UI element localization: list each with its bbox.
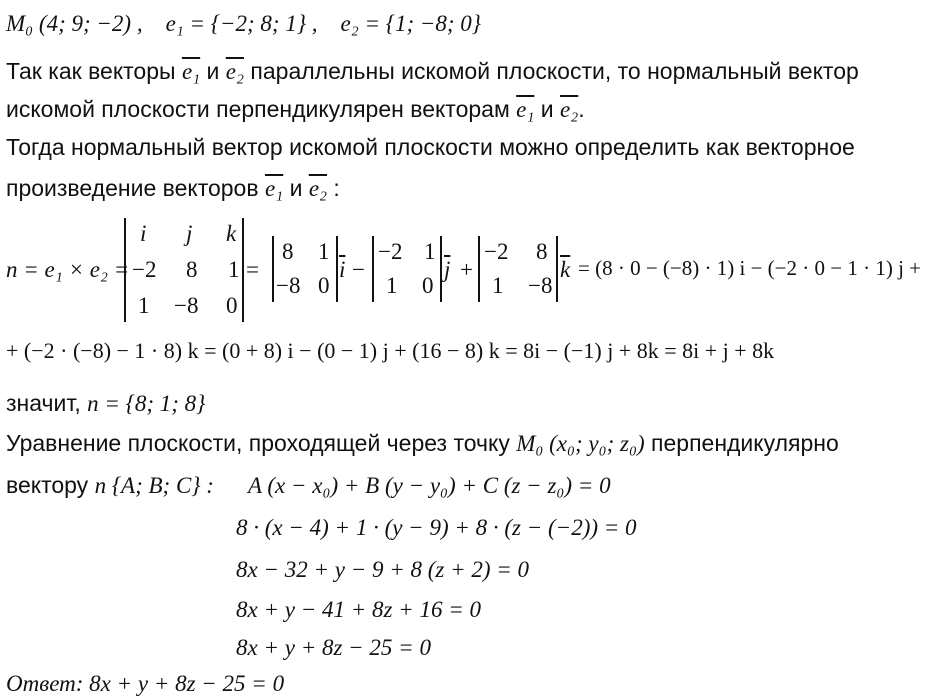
point-m0: M₀ (4; 9; −2) , bbox=[6, 11, 143, 36]
plane-text-line-1 bbox=[6, 432, 839, 455]
symbol-e2: e₂ bbox=[225, 59, 245, 84]
equation-step-1: 8 · (x − 4) + 1 · (y − 9) + 8 · (z − (−2)) = 0 bbox=[236, 515, 637, 540]
det-cell: −8 bbox=[276, 273, 301, 298]
det-cell: 0 bbox=[318, 273, 330, 298]
cross-lhs: n = e₁ × e₂ = bbox=[6, 257, 130, 282]
det-cell: 8 bbox=[282, 239, 294, 264]
text-fragment: и bbox=[540, 96, 554, 122]
det-cell: −2 bbox=[132, 257, 157, 282]
symbol-e1: e₁ bbox=[181, 59, 201, 84]
det-cell: j bbox=[186, 221, 193, 246]
det-cell: 1 bbox=[492, 273, 504, 298]
text-fragment: параллельны искомой плоскости, то нормальный вектор bbox=[250, 58, 859, 84]
symbol-e1: e₁ bbox=[264, 176, 284, 201]
unit-k: $\overline{k}$ bbox=[560, 257, 571, 282]
vector-e1: e₁ = {−2; 8; 1} , bbox=[165, 11, 318, 36]
cross-expansion-1: = (8 · 0 − (−8) · 1) i − (−2 · 0 − 1 · 1) j + bbox=[578, 256, 922, 280]
equation-general: A (x − x₀) + B (y − y₀) + C (z − z₀) = 0 bbox=[248, 473, 611, 498]
answer-line bbox=[6, 672, 284, 695]
equation-step-2: 8x − 32 + y − 9 + 8 (z + 2) = 0 bbox=[236, 557, 530, 582]
text-fragment: и bbox=[206, 58, 220, 84]
text-fragment: и bbox=[289, 175, 303, 201]
text-fragment: Так как векторы bbox=[6, 58, 176, 84]
det-cell: 1 bbox=[424, 239, 436, 264]
det-cell: 1 bbox=[228, 257, 240, 282]
answer-label: Ответ bbox=[6, 671, 76, 696]
text-fragment: . bbox=[578, 96, 585, 122]
result-label: значит, bbox=[6, 390, 81, 416]
det-cell: −2 bbox=[378, 239, 403, 264]
symbol-e2: e₂ bbox=[560, 97, 579, 122]
symbol-e1: e₁ bbox=[516, 97, 535, 122]
text-line-1 bbox=[6, 60, 859, 83]
point-m0-general: M₀ (x₀; y₀; z₀) bbox=[516, 431, 645, 456]
det-cell: −8 bbox=[528, 273, 553, 298]
text-fragment: искомой плоскости перпендикулярен векторам bbox=[6, 96, 510, 122]
determinant-2x2-j bbox=[372, 236, 442, 302]
given-line bbox=[6, 12, 481, 35]
minus-sign: − bbox=[352, 257, 365, 282]
unit-i: $\overline{i}$ bbox=[339, 257, 346, 282]
text-fragment: произведение векторов bbox=[6, 175, 259, 201]
equation-step-3: 8x + y − 41 + 8z + 16 = 0 bbox=[236, 597, 481, 622]
unit-j: $\overline{j}$ bbox=[444, 257, 451, 282]
determinant-2x2-k bbox=[478, 236, 558, 302]
cross-expansion-2: + (−2 · (−8) − 1 · 8) k = (0 + 8) i − (0 − 1) j + (16 − 8) k = 8i − (−1) j + 8k = 8i + j + 8k bbox=[6, 338, 775, 363]
symbol-e2: e₂ bbox=[308, 176, 328, 201]
det-cell: 0 bbox=[422, 273, 434, 298]
text-line-3: Тогда нормальный вектор искомой плоскости можно определить как векторное bbox=[6, 134, 855, 160]
normal-vector-value: n = {8; 1; 8} bbox=[87, 391, 206, 416]
vector-n-general: n {A; B; C} : bbox=[94, 473, 214, 498]
determinant-3x3 bbox=[124, 218, 244, 322]
text-fragment: : bbox=[333, 175, 340, 201]
det-cell: k bbox=[226, 221, 237, 246]
equation-step-4: 8x + y + 8z − 25 = 0 bbox=[236, 635, 431, 660]
result-line bbox=[6, 392, 205, 415]
det-cell: 1 bbox=[318, 239, 330, 264]
plus-sign: + bbox=[460, 257, 473, 282]
det-cell: 0 bbox=[226, 293, 238, 318]
det-cell: −2 bbox=[484, 239, 509, 264]
equals-sign: = bbox=[246, 257, 259, 282]
det-cell: 1 bbox=[386, 273, 398, 298]
determinant-2x2-i bbox=[272, 236, 338, 302]
det-cell: 1 bbox=[138, 293, 150, 318]
det-cell: i bbox=[140, 221, 147, 246]
text-line-2 bbox=[6, 98, 585, 121]
det-cell: −8 bbox=[174, 293, 199, 318]
text-fragment: вектору bbox=[6, 472, 89, 498]
plane-text-line-2 bbox=[6, 474, 214, 497]
answer-value: : 8x + y + 8z − 25 = 0 bbox=[75, 671, 285, 696]
text-fragment: перпендикулярно bbox=[651, 430, 839, 456]
text-line-4 bbox=[6, 177, 340, 200]
det-cell: 8 bbox=[186, 257, 198, 282]
vector-e2: e₂ = {1; −8; 0} bbox=[340, 11, 481, 36]
text-fragment: Уравнение плоскости, проходящей через точку bbox=[6, 430, 510, 456]
det-cell: 8 bbox=[536, 239, 548, 264]
